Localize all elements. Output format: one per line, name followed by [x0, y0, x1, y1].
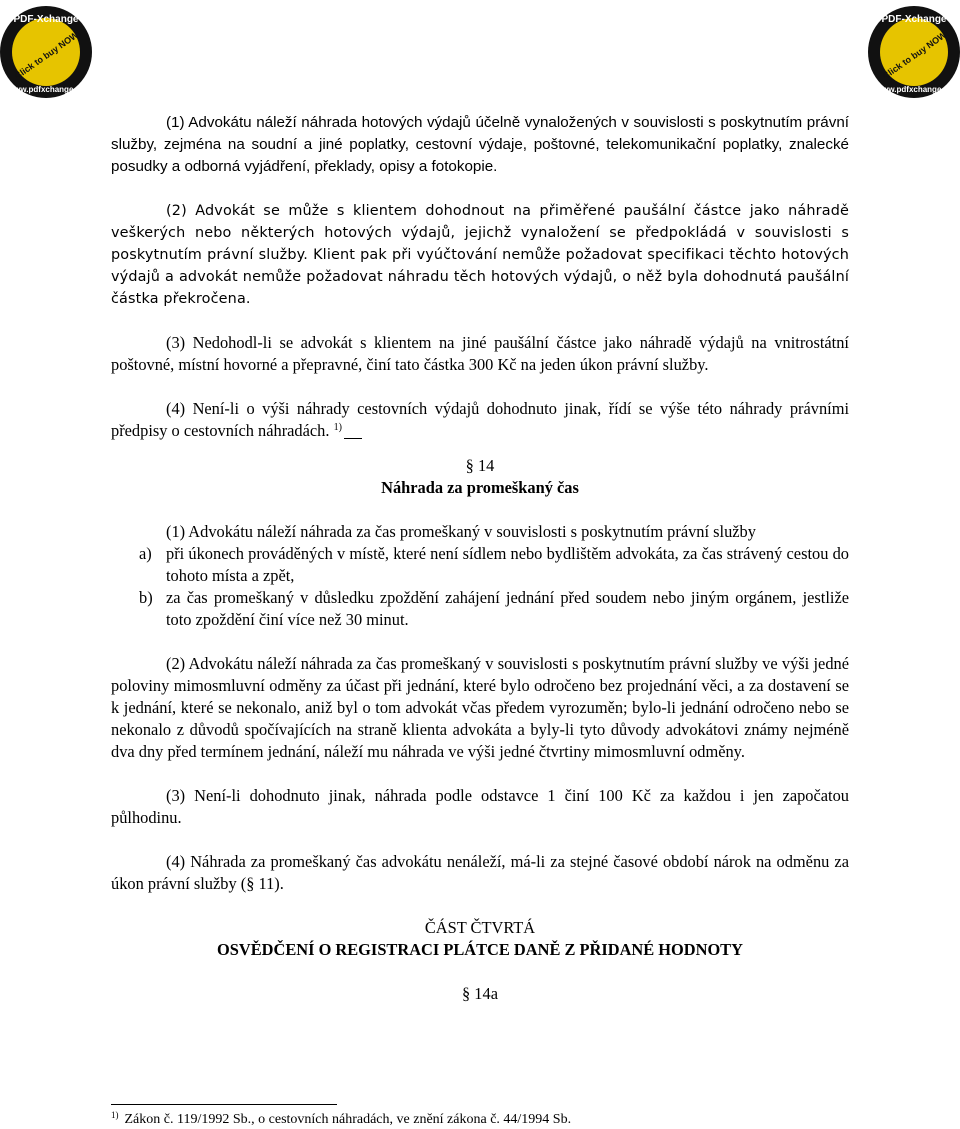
- footnote-divider: [111, 1104, 337, 1105]
- s13-paragraph-1: (1) Advokátu náleží náhrada hotových výdajů účelně vynaložených v souvislosti s poskytnutím právní služby, zejména na soudní a jiné poplatky, cestovní výdaje, poštovné, telekomunikační poplatky, znalecké posudky a odborná vyjádření, překlady, opisy a fotokopie.: [111, 114, 849, 175]
- watermark-action: Click to buy NOW!: [12, 27, 83, 82]
- list-item: [111, 543, 849, 587]
- list-item-label: b): [139, 588, 153, 607]
- part-4-title: OSVĚDČENÍ O REGISTRACI PLÁTCE DANĚ Z PŘIDANÉ HODNOTY: [217, 940, 743, 959]
- list-item: [111, 587, 849, 631]
- footnote-link-underline: [344, 438, 362, 439]
- pdf-xchange-watermark-left[interactable]: [0, 0, 96, 110]
- list-item-text: při úkonech prováděných v místě, které není sídlem nebo bydlištěm advokáta, za čas strávený cestou do tohoto místa a zpět,: [166, 544, 849, 585]
- watermark-action: Click to buy NOW!: [880, 27, 951, 82]
- watermark-brand: PDF-Xchange: [881, 14, 947, 25]
- s14-paragraph-4: (4) Náhrada za promeškaný čas advokátu nenáleží, má-li za stejné časové období nárok na odměnu za úkon právní služby (§ 11).: [111, 852, 849, 893]
- s14-paragraph-2: (2) Advokátu náleží náhrada za čas promeškaný v souvislosti s poskytnutím právní služby ve výši jedné poloviny mimosmluvní odměny za účast při jednání, které bylo odročeno bez projednání věci, a za dostavení se k jednání, které se nekonalo, aniž byl o tom advokát včas předem vyrozuměn; bylo-li jednání odročeno nebo se nekonalo z důvodů spočívajících na straně klienta advokáta a byly-li tyto důvody advokátovi známy nejméně dva dny před termínem jednání, náleží mu náhrada ve výši jedné čtvrtiny mimosmluvní odměny.: [111, 654, 849, 761]
- part-4-heading: ČÁST ČTVRTÁ: [424, 918, 536, 937]
- s13-paragraph-4-text: (4) Není-li o výši náhrady cestovních výdajů dohodnuto jinak, řídí se výše této náhrady právními předpisy o cestovních náhradách.: [111, 399, 849, 440]
- s14-paragraph-1-lead: (1) Advokátu náleží náhrada za čas promeškaný v souvislosti s poskytnutím právní služby: [166, 522, 756, 541]
- s14-paragraph-3: (3) Není-li dohodnuto jinak, náhrada podle odstavce 1 činí 100 Kč za každou i jen započatou půlhodinu.: [111, 786, 849, 827]
- footnote-reference[interactable]: 1): [333, 422, 342, 433]
- list-item-label: a): [139, 544, 152, 563]
- section-14-title: Náhrada za promeškaný čas: [381, 478, 579, 497]
- footnote-text: Zákon č. 119/1992 Sb., o cestovních náhradách, ve znění zákona č. 44/1994 Sb.: [124, 1112, 572, 1127]
- s13-paragraph-2: (2) Advokát se může s klientem dohodnout na přiměřené paušální částce jako náhradě veškerých nebo některých hotových výdajů, jejichž vynaložení se předpokládá v souvislosti s poskytnutím právní služby. Klient pak při vyúčtování nemůže požadovat specifikaci těchto hotových výdajů a advokát nemůže požadovat náhradu těch hotových výdajů, o něž byla dohodnutá paušální částka překročena.: [111, 203, 849, 307]
- footnote-mark: 1): [111, 1110, 119, 1120]
- s13-paragraph-3: (3) Nedohodl-li se advokát s klientem na jiné paušální částce jako náhradě výdajů na vnitrostátní poštovné, místní hovorné a přepravné, činí tato částka 300 Kč na jeden úkon právní služby.: [111, 333, 849, 374]
- watermark-url: www.pdfxchange.cz: [875, 85, 953, 94]
- list-item-text: za čas promeškaný v důsledku zpoždění zahájení jednání před soudem nebo jiným orgánem, jestliže toto zpoždění činí více než 30 minut.: [166, 588, 849, 629]
- document-page: [111, 112, 849, 1005]
- watermark-url: www.pdfxchange.cz: [7, 85, 85, 94]
- section-14a-number: § 14a: [462, 984, 498, 1003]
- pdf-xchange-watermark-right[interactable]: [864, 0, 960, 110]
- s13-paragraph-4: [111, 398, 849, 442]
- footnote: [111, 1110, 571, 1128]
- section-14-number: § 14: [465, 456, 495, 475]
- watermark-brand: PDF-Xchange: [13, 14, 79, 25]
